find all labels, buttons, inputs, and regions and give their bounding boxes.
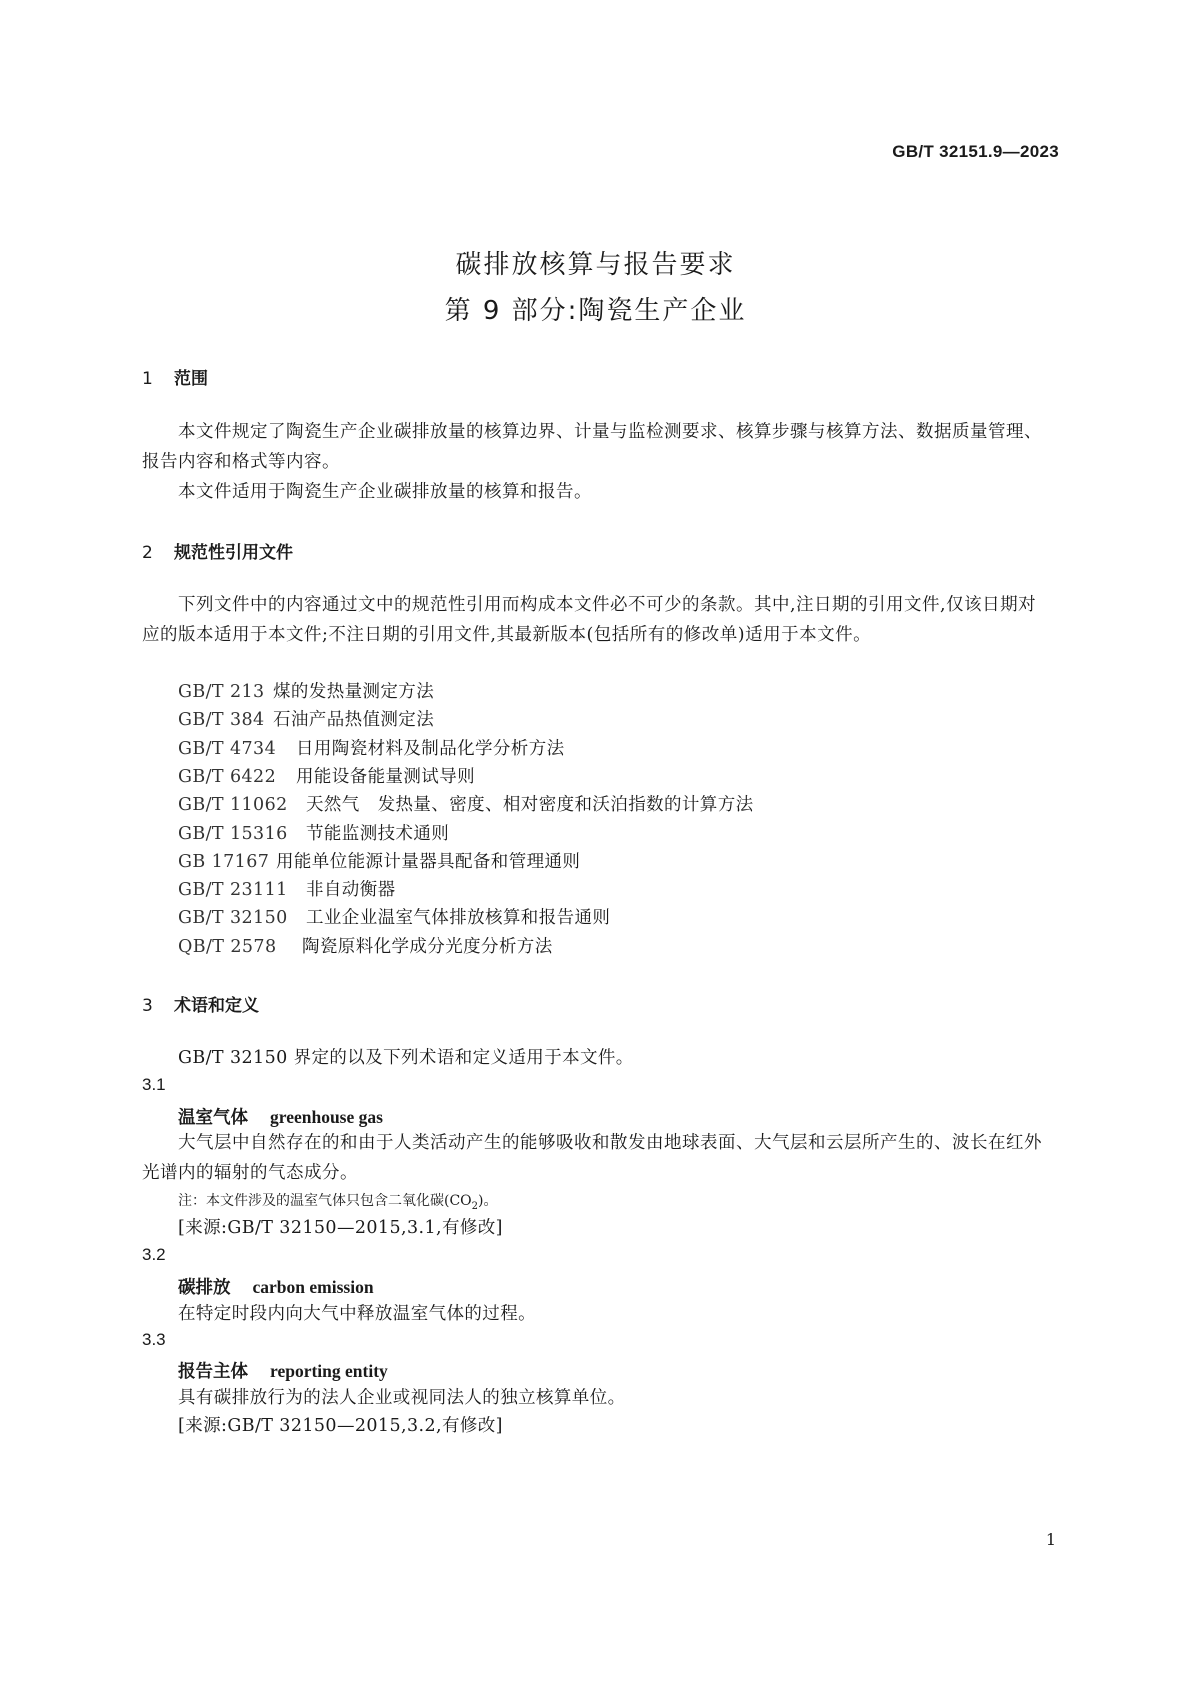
term-heading (178, 1358, 388, 1383)
term-definition: 大气层中自然存在的和由于人类活动产生的能够吸收和散发由地球表面、大气层和云层所产生的、波长在红外光谱内的辐射的气态成分。 (142, 1133, 1042, 1183)
reference-title: 节能监测技术通则 (306, 823, 450, 844)
note-text-end: )。 (478, 1193, 498, 1209)
standard-code: GB/T 32151.9—2023 (892, 142, 1059, 161)
reference-item (178, 763, 475, 788)
paragraph: 本文件规定了陶瓷生产企业碳排放量的核算边界、计量与监检测要求、核算步骤与核算方法、数据质量管理、报告内容和格式等内容。 (142, 422, 1042, 472)
section-title: 规范性引用文件 (174, 543, 293, 563)
section-number: 3 (142, 996, 153, 1016)
section-heading-scope (142, 364, 208, 389)
reference-title: 用能单位能源计量器具配备和管理通则 (276, 851, 581, 872)
reference-item (178, 848, 580, 873)
note-text: 注：本文件涉及的温室气体只包含二氧化碳(CO (178, 1193, 472, 1209)
reference-item (178, 791, 754, 816)
reference-item (178, 820, 449, 845)
term-heading (178, 1274, 374, 1299)
reference-title: 日用陶瓷材料及制品化学分析方法 (296, 738, 565, 759)
term-zh: 报告主体 (178, 1362, 248, 1382)
term-en: reporting entity (270, 1361, 388, 1381)
section-title: 术语和定义 (174, 996, 259, 1016)
paragraph: 本文件适用于陶瓷生产企业碳排放量的核算和报告。 (178, 482, 592, 502)
paragraph: GB/T 32150 界定的以及下列术语和定义适用于本文件。 (178, 1048, 634, 1068)
term-source: [来源:GB/T 32150—2015,3.2,有修改] (178, 1416, 503, 1436)
term-definition: 具有碳排放行为的法人企业或视同法人的独立核算单位。 (178, 1388, 626, 1408)
section-number: 1 (142, 369, 153, 389)
reference-code: GB/T 11062 (178, 795, 288, 816)
reference-title: 天然气 发热量、密度、相对密度和沃泊指数的计算方法 (306, 795, 754, 816)
term-source: [来源:GB/T 32150—2015,3.1,有修改] (178, 1218, 503, 1238)
term-definition: 在特定时段内向大气中释放温室气体的过程。 (178, 1304, 536, 1324)
section-title: 范围 (174, 369, 208, 389)
reference-title: 非自动衡器 (306, 880, 396, 901)
reference-title: 煤的发热量测定方法 (273, 682, 435, 702)
term-en: greenhouse gas (270, 1107, 383, 1127)
reference-code: GB 17167 (178, 851, 270, 872)
reference-code: GB/T 213 (178, 682, 265, 702)
term-number: 3.1 (142, 1075, 166, 1094)
term-note (178, 1190, 498, 1212)
reference-code: GB/T 4734 (178, 738, 277, 759)
reference-code: GB/T 384 (178, 710, 265, 731)
term-number: 3.3 (142, 1330, 166, 1349)
reference-item (178, 678, 434, 703)
document-title: 碳排放核算与报告要求 (455, 250, 736, 280)
reference-code: GB/T 6422 (178, 766, 277, 787)
term-heading (178, 1104, 383, 1129)
document-subtitle: 第 9 部分:陶瓷生产企业 (444, 296, 747, 326)
reference-item (178, 933, 553, 958)
section-heading-terms (142, 991, 259, 1016)
reference-code: GB/T 15316 (178, 823, 288, 844)
reference-item (178, 735, 565, 760)
term-en: carbon emission (252, 1277, 374, 1297)
reference-title: 石油产品热值测定法 (273, 710, 435, 731)
note-subscript: 2 (471, 1200, 479, 1212)
reference-title: 工业企业温室气体排放核算和报告通则 (306, 908, 611, 929)
term-number: 3.2 (142, 1245, 166, 1264)
reference-code: QB/T 2578 (178, 936, 277, 957)
reference-item (178, 706, 434, 731)
reference-code: GB/T 32150 (178, 908, 288, 929)
reference-item (178, 904, 610, 929)
reference-code: GB/T 23111 (178, 880, 288, 901)
term-zh: 温室气体 (178, 1108, 248, 1128)
section-number: 2 (142, 543, 153, 563)
section-heading-normative-references (142, 538, 293, 563)
reference-item (178, 876, 396, 901)
reference-title: 用能设备能量测试导则 (296, 766, 475, 787)
reference-title: 陶瓷原料化学成分光度分析方法 (302, 936, 553, 957)
term-zh: 碳排放 (178, 1278, 231, 1298)
paragraph: 下列文件中的内容通过文中的规范性引用而构成本文件必不可少的条款。其中,注日期的引用文件,仅该日期对应的版本适用于本文件;不注日期的引用文件,其最新版本(包括所有的修改单)适用于本文件。 (142, 595, 1037, 645)
page-number: 1 (1045, 1530, 1056, 1549)
